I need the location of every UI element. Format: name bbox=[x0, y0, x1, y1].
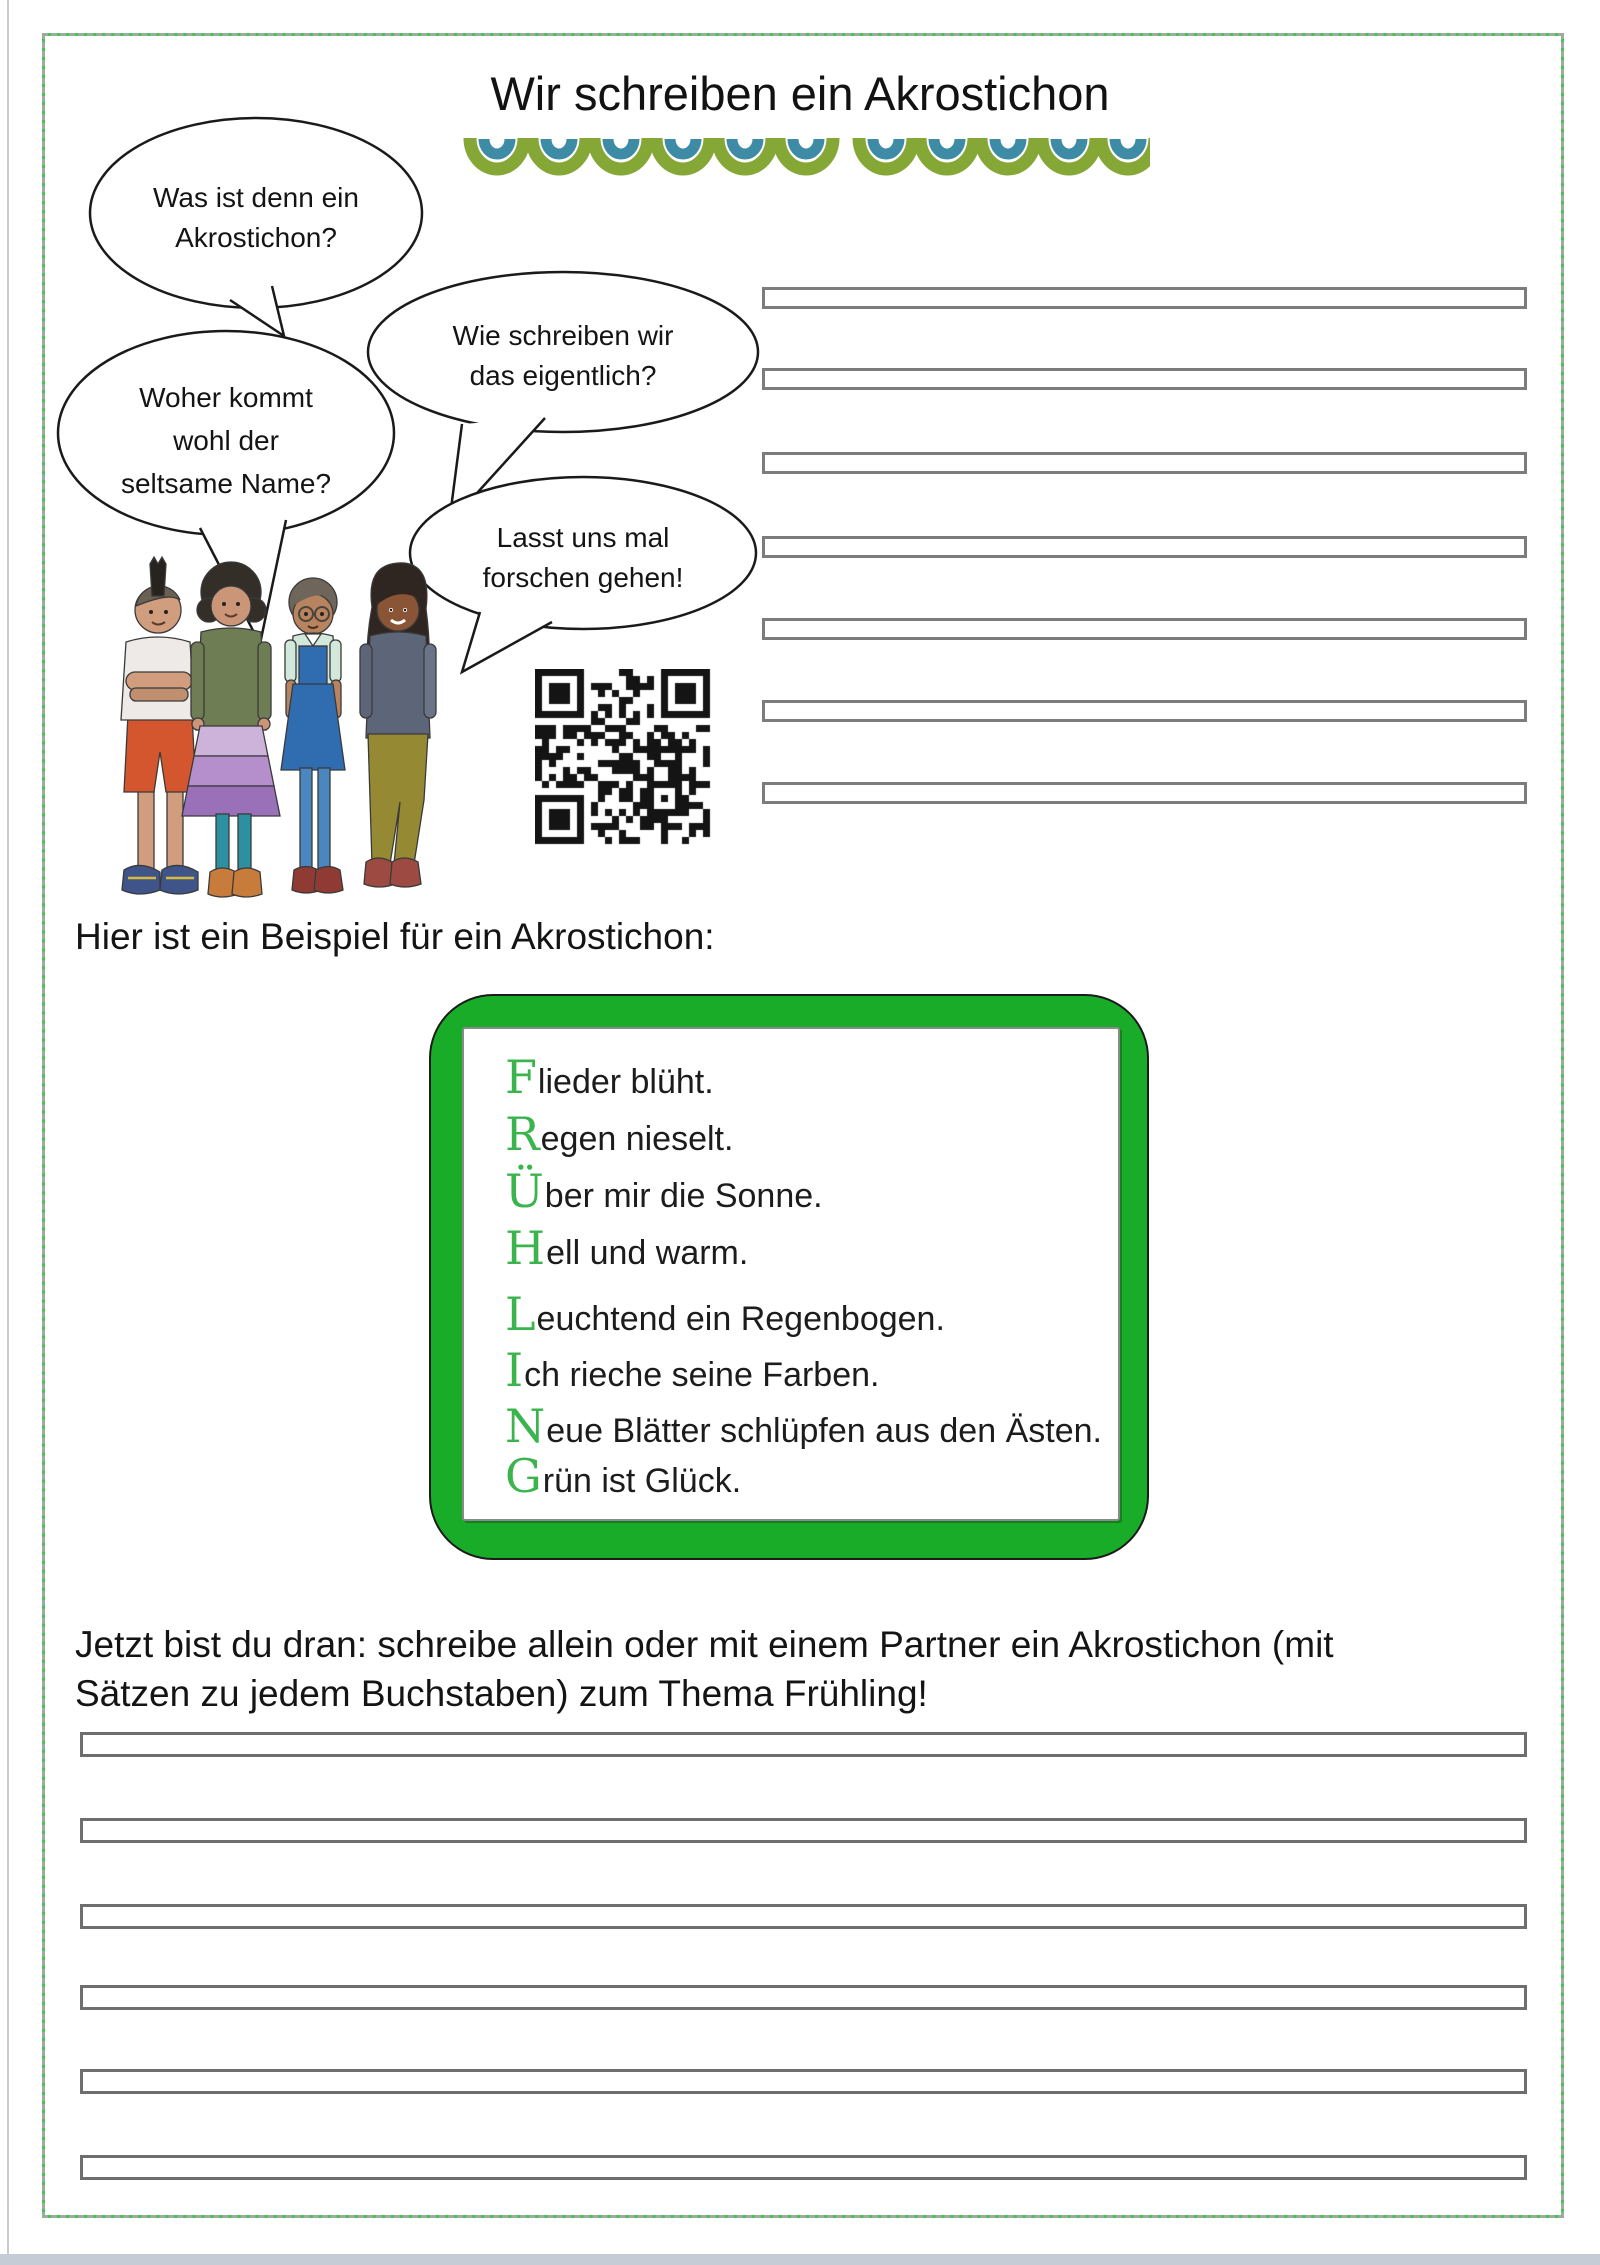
acrostic-initial: G bbox=[505, 1449, 542, 1503]
acrostic-line: I ch rieche seine Farben. bbox=[505, 1343, 880, 1397]
writing-line[interactable] bbox=[80, 1985, 1527, 2010]
acrostic-initial: I bbox=[505, 1343, 524, 1397]
viewer-page-edge bbox=[7, 0, 9, 2265]
writing-line[interactable] bbox=[762, 287, 1527, 309]
writing-line[interactable] bbox=[762, 700, 1527, 722]
writing-line[interactable] bbox=[80, 2069, 1527, 2094]
writing-line[interactable] bbox=[80, 1818, 1527, 1843]
acrostic-initial: F bbox=[505, 1050, 537, 1104]
writing-line[interactable] bbox=[80, 1732, 1527, 1757]
acrostic-line: R egen nieselt. bbox=[505, 1107, 734, 1161]
acrostic-line: Ü ber mir die Sonne. bbox=[505, 1164, 823, 1218]
bubble-4-text: Lasst uns mal forschen gehen! bbox=[482, 522, 684, 593]
acrostic-initial: H bbox=[505, 1221, 546, 1275]
acrostic-line: F lieder blüht. bbox=[505, 1050, 714, 1104]
acrostic-initial: R bbox=[505, 1107, 540, 1161]
writing-line[interactable] bbox=[762, 782, 1527, 804]
viewer-bottom-bar bbox=[0, 2254, 1600, 2265]
writing-line[interactable] bbox=[762, 618, 1527, 640]
acrostic-initial: L bbox=[505, 1287, 536, 1341]
child-boy bbox=[121, 557, 198, 894]
child-girl-purple-skirt bbox=[182, 562, 280, 897]
example-heading: Hier ist ein Beispiel für ein Akrostichon: bbox=[75, 916, 715, 957]
child-girl-olive-pants bbox=[360, 563, 436, 887]
writing-line[interactable] bbox=[762, 452, 1527, 474]
child-girl-pinafore bbox=[281, 578, 345, 893]
acrostic-line: H ell und warm. bbox=[505, 1221, 749, 1275]
bubble-3-text: Woher kommt wohl der seltsame Name? bbox=[120, 382, 332, 499]
bubble-2-text: Wie schreiben wir das eigentlich? bbox=[452, 320, 674, 391]
children-illustration bbox=[68, 552, 488, 914]
acrostic-initial: N bbox=[505, 1399, 546, 1453]
writing-line[interactable] bbox=[762, 536, 1527, 558]
acrostic-initial: Ü bbox=[505, 1164, 544, 1218]
bubble-1-text: Was ist denn ein Akrostichon? bbox=[153, 182, 359, 253]
qr-code bbox=[535, 669, 711, 845]
acrostic-line: N eue Blätter schlüpfen aus den Ästen. bbox=[505, 1399, 1102, 1453]
task-instruction: Jetzt bist du dran: schreibe allein oder mit einem Partner ein Akrostichon (mit Sätzen zu jedem Buchstaben) zum Thema Frühling! bbox=[75, 1624, 1334, 1714]
page-title: Wir schreiben ein Akrostichon bbox=[490, 67, 1110, 120]
writing-line[interactable] bbox=[80, 1904, 1527, 1929]
acrostic-line: L euchtend ein Regenbogen. bbox=[505, 1287, 945, 1341]
writing-line[interactable] bbox=[80, 2155, 1527, 2180]
acrostic-line: G rün ist Glück. bbox=[505, 1449, 742, 1503]
writing-line[interactable] bbox=[762, 368, 1527, 390]
